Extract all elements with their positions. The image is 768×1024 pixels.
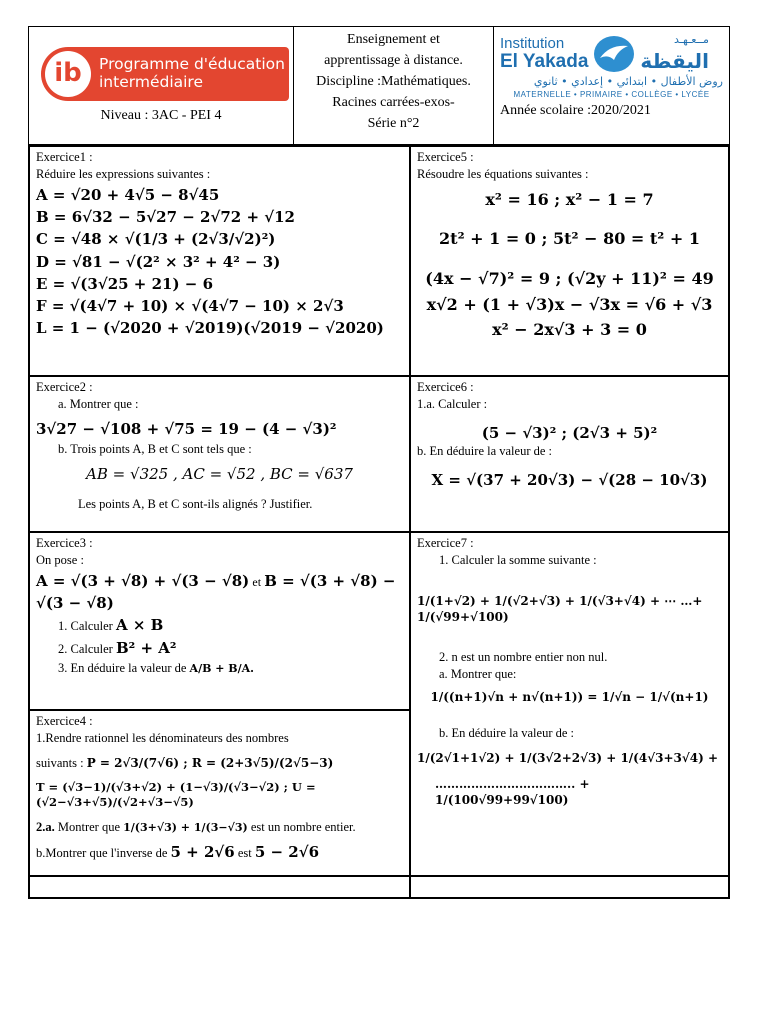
school-arabic-sub: روض الأطفال • ابتدائي • إعدادي • ثانوي (533, 74, 723, 88)
q2a-label: 2.a. (36, 819, 55, 834)
school-arabic-top: مــعـهـد (674, 33, 709, 46)
expr-E: E = √(3√25 + 21) − 6 (36, 274, 214, 293)
expr-A: A = √20 + 4√5 − 8√45 (36, 185, 220, 204)
q2-expr: B² + A² (115, 638, 177, 657)
q2-label: 2. Calculer (58, 641, 113, 656)
ib-logo-line1: Programme d'éducation (99, 55, 285, 74)
exercise2-cell (29, 376, 410, 532)
exercises-table (28, 145, 730, 899)
q3-expr: A/B + B/A. (189, 661, 254, 675)
ib-circle-icon (45, 51, 91, 97)
exercise6-part-b: b. En déduire la valeur de : (417, 444, 553, 458)
worksheet (28, 26, 730, 899)
exercise6-title: Exercice6 : (417, 380, 474, 394)
expr-T-U: T = (√3−1)/(√3+√2) + (1−√3)/(√3−√2) ; U = (√2−√3+√5)/(√2+√3−√5) (36, 779, 316, 810)
exercise3-q2 (36, 638, 403, 658)
bird-logo-icon (592, 34, 636, 74)
ib-logo-line2: intermédiaire (99, 73, 203, 91)
school-arabic-block (640, 33, 709, 75)
def-B: B = √(3 + √8) − (264, 571, 396, 590)
et-word: et (252, 574, 262, 589)
exercise4-q2b (36, 842, 403, 862)
q2b-label: b.Montrer que l'inverse de (36, 845, 168, 860)
ib-logo-cell (29, 27, 294, 145)
exercise1-cell (29, 146, 410, 376)
center-line: Discipline :Mathématiques. (316, 74, 471, 89)
expr-B: B = 6√32 − 5√27 − 2√72 + √12 (36, 208, 295, 226)
exercise5-title: Exercice5 : (417, 150, 474, 164)
annee-scolaire: Année scolaire :2020/2021 (500, 103, 651, 119)
q3-label: 3. En déduire la valeur de (58, 660, 187, 675)
empty-cell-left (29, 876, 410, 898)
q2a-expr: 1/(3+√3) + 1/(3−√3) (123, 820, 248, 834)
school-logo (500, 33, 723, 75)
niveau-label: Niveau : 3AC - PEI 4 (100, 108, 222, 123)
exercise7-identity: 1/((n+1)√n + n√(n+1)) = 1/√n − 1/√(n+1) (430, 689, 709, 704)
q1-expr: A × B (115, 616, 164, 635)
exercise6-calc: (5 − √3)² ; (2√3 + 5)² (481, 423, 658, 442)
exercise4-q2a (36, 819, 403, 836)
exercise7-title: Exercice7 : (417, 536, 474, 550)
exercise6-x: X = √(37 + 20√3) − √(28 − 10√3) (431, 470, 708, 489)
ib-logo-text (99, 56, 285, 92)
exercise2-points: AB = √325 , AC = √52 , BC = √637 (86, 464, 353, 483)
school-latin-line1: Institution (500, 35, 565, 53)
equation-line: x² = 16 ; x² − 1 = 7 (485, 189, 654, 209)
q2a-text: Montrer que (57, 819, 121, 834)
exercise3-definitions (36, 571, 403, 591)
suivants-label: suivants : (36, 755, 84, 770)
exercise1-title: Exercice1 : (36, 150, 93, 164)
exercise2-question: Les points A, B et C sont-ils alignés ? Justifier. (78, 497, 313, 512)
exercise2-title: Exercice2 : (36, 380, 93, 394)
expr-L: L = 1 − (√2020 + √2019)(√2019 − √2020) (36, 319, 384, 338)
expr-P-R: P = 2√3/(7√6) ; R = (2+3√5)/(2√5−3) (86, 755, 334, 770)
q1-label: 1. Calculer (58, 619, 113, 634)
exercise7-q2: 2. n est un nombre entier non nul. (439, 650, 608, 665)
expr-F: F = √(4√7 + 10) × √(4√7 − 10) × 2√3 (36, 297, 344, 315)
exercise5-cell (410, 146, 729, 376)
exercise1-intro: Réduire les expressions suivantes : (36, 166, 211, 181)
header-table (28, 26, 730, 145)
def-A: A = √(3 + √8) + √(3 − √8) (36, 571, 250, 590)
expr-D: D = √81 − √(2² × 3² + 4² − 3) (36, 252, 281, 271)
exercise6-cell (410, 376, 729, 532)
school-levels: MATERNELLE • PRIMAIRE • COLLÈGE • LYCÉE (513, 89, 710, 99)
exercise7-cell (410, 532, 729, 876)
header-center (294, 27, 494, 145)
center-line: Racines carrées-exos- (332, 95, 455, 110)
exercise7-sum2b: …………………………….. + 1/(100√99+99√100) (435, 777, 590, 808)
def-B-cont: √(3 − √8) (36, 594, 114, 612)
exercise7-sum1: 1/(1+√2) + 1/(√2+√3) + 1/(√3+√4) + ⋯ …+ 1/(√99+√100) (417, 593, 703, 624)
exercise3-cell (29, 532, 410, 710)
exercise5-intro: Résoudre les équations suivantes : (417, 166, 589, 181)
empty-cell-right (410, 876, 729, 898)
ib-mark: ib (54, 58, 82, 89)
exercise3-title: Exercice3 : (36, 536, 93, 550)
exercise4-pr (36, 755, 403, 772)
exercise2-part-a: a. Montrer que : (58, 396, 139, 411)
q2b-expr1: 5 + 2√6 (170, 842, 235, 861)
exercise6-part-a: 1.a. Calculer : (417, 396, 488, 411)
exercise3-q1 (36, 615, 403, 635)
equation-line: x√2 + (1 + √3)x − √3x = √6 + √3 (426, 294, 713, 314)
exercise4-title: Exercice4 : (36, 714, 93, 728)
exercise3-intro: On pose : (36, 552, 84, 567)
exercise2-part-b: b. Trois points A, B et C sont tels que : (58, 442, 252, 456)
exercise7-q2a: a. Montrer que: (439, 667, 517, 681)
ib-logo (41, 47, 289, 101)
center-line: Série n°2 (367, 116, 420, 131)
school-arabic-name: اليقظة (640, 48, 709, 73)
school-latin-line2: El Yakada (500, 50, 589, 72)
q2b-expr2: 5 − 2√6 (254, 842, 320, 861)
school-logo-cell (494, 27, 730, 145)
center-line: apprentissage à distance. (324, 53, 463, 68)
exercise7-q2b: b. En déduire la valeur de : (439, 726, 575, 741)
exercise7-sum2a: 1/(2√1+1√2) + 1/(3√2+2√3) + 1/(4√3+3√4) + (417, 750, 718, 765)
equation-line: (4x − √7)² = 9 ; (√2y + 11)² = 49 (425, 268, 714, 288)
exercise4-q1: 1.Rendre rationnel les dénominateurs des nombres (36, 730, 289, 745)
exercise7-q1: 1. Calculer la somme suivante : (439, 552, 597, 567)
exercise2-equation: 3√27 − √108 + √75 = 19 − (4 − √3)² (36, 419, 337, 438)
exercise4-cell (29, 710, 410, 876)
equation-line: 2t² + 1 = 0 ; 5t² − 80 = t² + 1 (439, 229, 700, 249)
expr-C: C = √48 × √(1/3 + (2√3/√2)²) (36, 230, 276, 249)
q2b-mid: est (237, 845, 252, 860)
equation-line: x² − 2x√3 + 3 = 0 (492, 320, 647, 340)
exercise3-q3 (36, 660, 403, 677)
school-latin-name (500, 36, 588, 72)
center-line: Enseignement et (347, 32, 440, 47)
q2a-tail: est un nombre entier. (250, 819, 356, 834)
